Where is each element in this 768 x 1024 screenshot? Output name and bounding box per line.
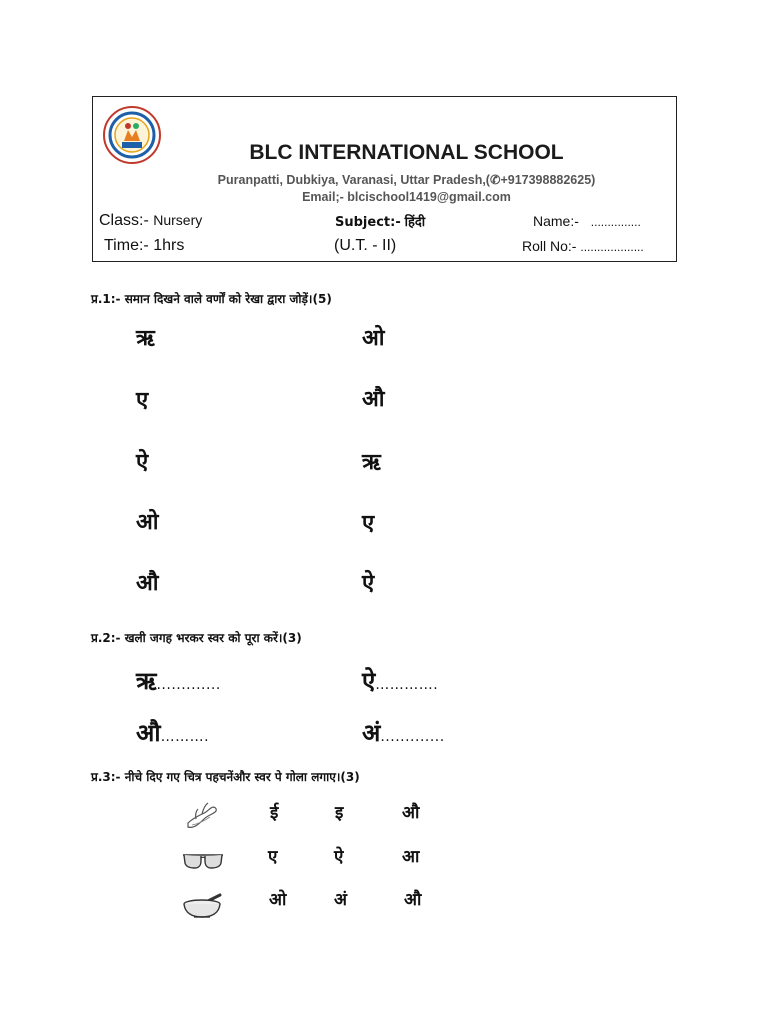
subject-label: Subject:- bbox=[335, 215, 401, 230]
q1-left-letter: ओ bbox=[136, 510, 159, 535]
q2-fill-item bbox=[362, 664, 438, 697]
subject-field bbox=[335, 212, 425, 230]
q3-option[interactable]: अं bbox=[334, 890, 347, 910]
q2-blank: ............. bbox=[156, 677, 221, 693]
spectacles-icon bbox=[181, 849, 225, 873]
q3-option[interactable]: औ bbox=[404, 890, 422, 910]
q2-letter: औ bbox=[136, 719, 161, 747]
q3-option[interactable]: ई bbox=[270, 803, 279, 823]
q1-left-letter: ऐ bbox=[136, 450, 149, 475]
class-field bbox=[99, 212, 202, 230]
q3-option[interactable]: आ bbox=[402, 847, 420, 867]
name-field bbox=[533, 213, 641, 229]
q3-option[interactable]: ए bbox=[268, 847, 278, 867]
q2-letter: ऋ bbox=[136, 667, 157, 695]
time-value: 1hrs bbox=[153, 237, 185, 254]
time-label: Time:- bbox=[104, 237, 149, 254]
school-header bbox=[92, 96, 677, 262]
q1-left-letter: ऋ bbox=[136, 326, 155, 351]
q1-left-letter: औ bbox=[136, 571, 159, 596]
q3-option[interactable]: ओ bbox=[269, 890, 287, 910]
test-name: (U.T. - II) bbox=[334, 237, 397, 254]
q3-option[interactable]: औ bbox=[402, 803, 420, 823]
q3-option[interactable]: ऐ bbox=[334, 847, 344, 867]
roll-field bbox=[522, 238, 644, 254]
q2-fill-item bbox=[136, 716, 209, 749]
q2-blank: …………. bbox=[375, 677, 439, 693]
mortar-pestle-icon bbox=[180, 893, 226, 921]
q2-letter: अं bbox=[362, 719, 381, 747]
school-address: Puranpatti, Dubkiya, Varanasi, Uttar Pradesh,(✆+917398882625) bbox=[217, 173, 596, 187]
q2-blank: ………. bbox=[160, 729, 210, 745]
roll-blank: ................... bbox=[580, 240, 644, 254]
q1-right-letter: ऋ bbox=[362, 450, 381, 475]
q1-right-letter: औ bbox=[362, 387, 385, 412]
roll-label: Roll No:- bbox=[522, 238, 577, 254]
q1-left-letter: ए bbox=[136, 388, 149, 413]
q1-right-letter: ए bbox=[362, 511, 375, 536]
q2-fill-item bbox=[136, 664, 221, 697]
question-1-title: प्र.1:- समान दिखने वाले वर्णों को रेखा द्वारा जोड़ें।(5) bbox=[91, 292, 332, 306]
name-label: Name:- bbox=[533, 213, 579, 229]
q1-right-letter: ओ bbox=[362, 326, 385, 351]
subject-value: हिंदी bbox=[404, 215, 426, 230]
class-label: Class:- bbox=[99, 212, 149, 229]
ginger-icon bbox=[184, 799, 220, 833]
school-email: Email;- blcischool1419@gmail.com bbox=[302, 190, 511, 204]
question-3-title: प्र.3:- नीचे दिए गए चित्र पहचनेंऔर स्वर पे गोला लगाए।(3) bbox=[91, 770, 360, 784]
q2-letter: ऐ bbox=[362, 667, 376, 695]
school-name: BLC INTERNATIONAL SCHOOL bbox=[249, 141, 564, 164]
name-blank: ............... bbox=[590, 215, 641, 229]
class-value: Nursery bbox=[153, 212, 203, 228]
q2-fill-item bbox=[362, 716, 445, 749]
q1-right-letter: ऐ bbox=[362, 571, 375, 596]
question-2-title: प्र.2:- खली जगह भरकर स्वर को पूरा करें।(3) bbox=[91, 631, 302, 645]
time-field bbox=[104, 237, 184, 255]
q2-blank: ............. bbox=[380, 729, 445, 745]
q3-option[interactable]: इ bbox=[335, 803, 344, 823]
